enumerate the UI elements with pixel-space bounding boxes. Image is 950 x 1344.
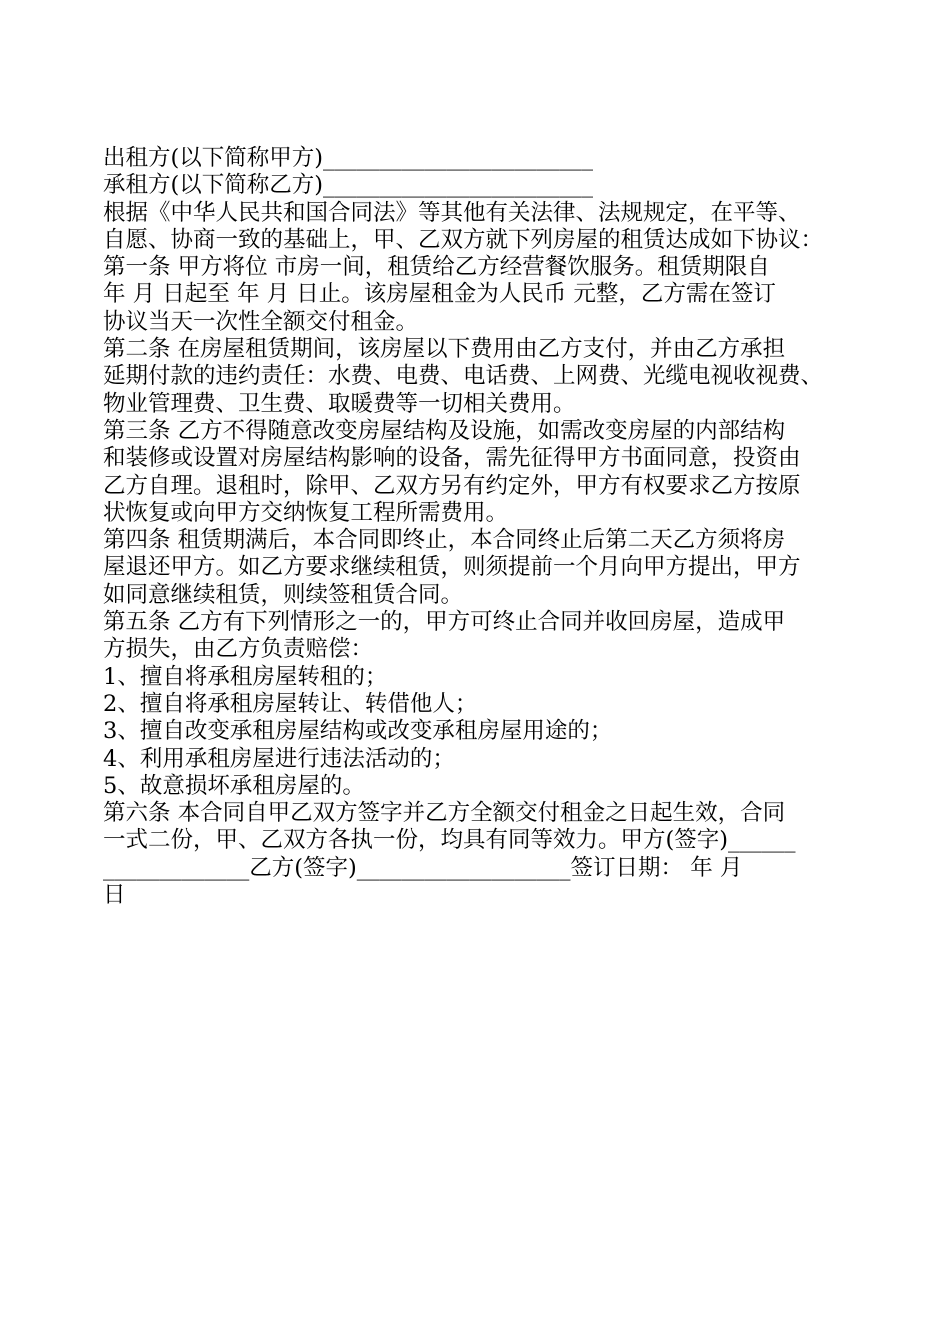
article-2-line-2: 延期付款的违约责任：水费、电费、电话费、上网费、光缆电视收视费、 [103,363,824,390]
article-3-line-2: 和装修或设置对房屋结构影响的设备，需先征得甲方书面同意，投资由 [103,445,801,472]
list-item-1: 1、擅自将承租房屋转租的； [103,663,388,690]
article-2-line-3: 物业管理费、卫生费、取暖费等一切相关费用。 [103,390,576,417]
lessor-line: 出租方(以下简称甲方)________________________ [103,145,594,171]
list-item-2: 2、擅自将承租房屋转让、转借他人； [103,690,478,717]
article-1-line-1: 第一条 甲方将位 市房一间，租赁给乙方经营餐饮服务。租赁期限自 [103,254,770,281]
lessee-line: 承租方(以下简称乙方)________________________ [103,172,594,199]
article-4-line-2: 屋退还甲方。如乙方要求继续租赁，则须提前一个月向甲方提出，甲方 [103,554,801,581]
article-6-line-1: 第六条 本合同自甲乙双方签字并乙方全额交付租金之日起生效，合同 [103,800,786,827]
list-item-4: 4、利用承租房屋进行违法活动的； [103,745,455,772]
signature-line: _____________乙方(签字)___________________签订日期： 年 月 [103,854,743,881]
article-4-line-1: 第四条 租赁期满后，本合同即终止，本合同终止后第二天乙方须将房 [103,527,786,554]
article-2-line-1: 第二条 在房屋租赁期间，该房屋以下费用由乙方支付，并由乙方承担 [103,336,786,363]
list-item-5: 5、故意损坏承租房屋的。 [103,772,365,799]
preamble-line-1: 根据《中华人民共和国合同法》等其他有关法律、法规规定，在平等、 [103,199,801,226]
article-3-line-1: 第三条 乙方不得随意改变房屋结构及设施，如需改变房屋的内部结构 [103,417,786,444]
article-3-line-4: 状恢复或向甲方交纳恢复工程所需费用。 [103,499,509,526]
preamble-line-2: 自愿、协商一致的基础上，甲、乙双方就下列房屋的租赁达成如下协议： [103,226,824,253]
contract-document [103,145,863,909]
article-3-line-3: 乙方自理。退租时，除甲、乙双方另有约定外，甲方有权要求乙方按原 [103,472,801,499]
article-5-line-2: 方损失，由乙方负责赔偿： [103,636,374,663]
signature-date-tail: 日 [103,882,126,909]
article-4-line-3: 如同意继续租赁，则续签租赁合同。 [103,581,464,608]
list-item-3: 3、擅自改变承租房屋结构或改变承租房屋用途的； [103,718,613,745]
article-1-line-2: 年 月 日起至 年 月 日止。该房屋租金为人民币 元整，乙方需在签订 [103,281,776,308]
article-1-line-3: 协议当天一次性全额交付租金。 [103,308,419,335]
article-6-line-2: 一式二份，甲、乙双方各执一份，均具有同等效力。甲方(签字)______ [103,827,796,854]
article-5-line-1: 第五条 乙方有下列情形之一的，甲方可终止合同并收回房屋，造成甲 [103,609,786,636]
